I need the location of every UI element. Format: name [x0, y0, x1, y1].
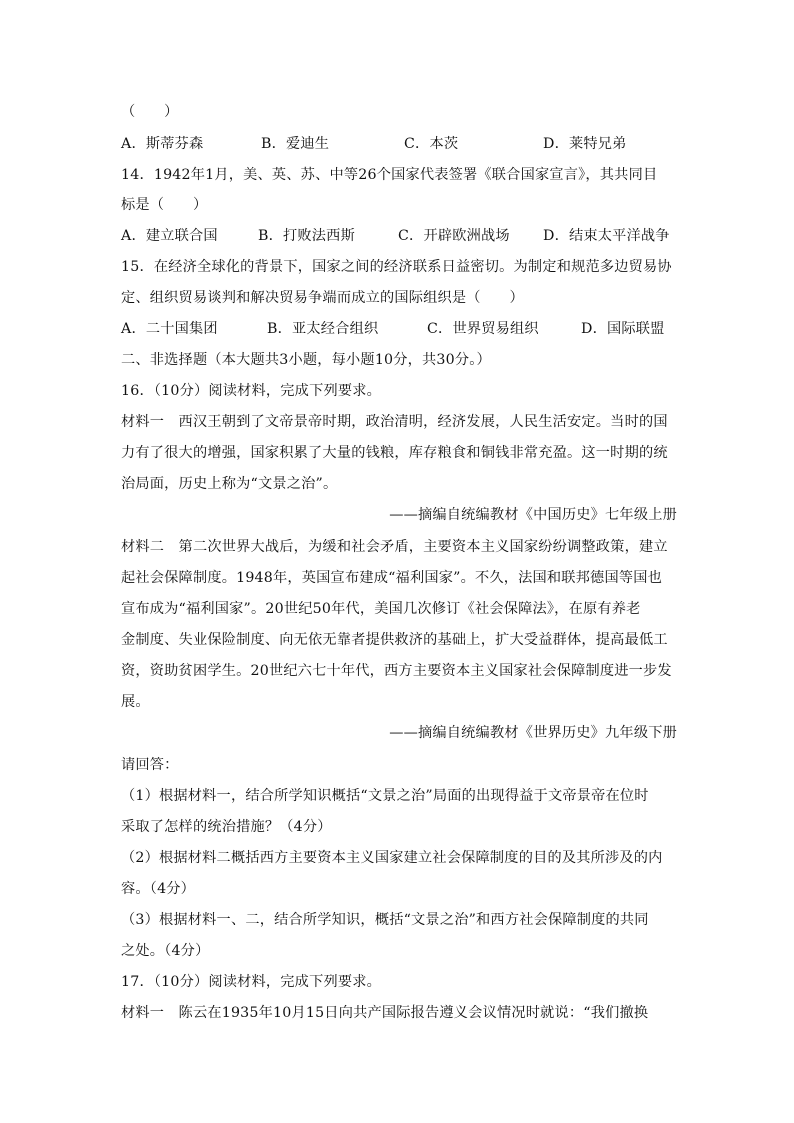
q13-option-d[interactable]: D．莱特兄弟 — [543, 136, 627, 152]
q15-option-a[interactable]: A．二十国集团 — [121, 321, 218, 337]
q16-material2-line4: 金制度、失业保险制度、向无依无靠者提供救济的基础上，扩大受益群体，提高最低工 — [121, 632, 668, 648]
q14-option-d[interactable]: D．结束太平洋战争 — [543, 228, 670, 244]
q16-material2-line5: 资，资助贫困学生。20世纪六七十年代，西方主要资本主义国家社会保障制度进一步发 — [121, 663, 672, 679]
q13-option-a[interactable]: A．斯蒂芬森 — [121, 136, 204, 152]
q16-prompt: 请回答： — [121, 757, 179, 773]
q16-material1-line1: 材料一 西汉王朝到了文帝景帝时期，政治清明，经济发展，人民生活安定。当时的国 — [121, 414, 668, 430]
q16-material2-line3: 宣布成为“福利国家”。20世纪50年代，美国几次修订《社会保障法》，在原有养老 — [121, 601, 641, 617]
q14-stem-line2: 标是（ ） — [121, 197, 208, 213]
q16-title: 16．（10分）阅读材料，完成下列要求。 — [121, 383, 382, 399]
q16-material2-line1: 材料二 第二次世界大战后，为缓和社会矛盾，主要资本主义国家纷纷调整政策，建立 — [121, 539, 668, 555]
q16-question1-line1: （1）根据材料一，结合所学知识概括“文景之治”局面的出现得益于文帝景帝在位时 — [121, 788, 649, 804]
q15-option-d[interactable]: D．国际联盟 — [581, 321, 665, 337]
q15-stem-line1: 15．在经济全球化的背景下，国家之间的经济联系日益密切。为制定和规范多边贸易协 — [121, 259, 672, 275]
q15-option-c[interactable]: C．世界贸易组织 — [427, 321, 539, 337]
q13-option-c[interactable]: C．本茨 — [404, 136, 459, 152]
q16-source1: ——摘编自统编教材《中国历史》七年级上册 — [389, 507, 677, 523]
q16-question1-line2: 采取了怎样的统治措施？（4分） — [121, 819, 332, 835]
q16-source2: ——摘编自统编教材《世界历史》九年级下册 — [389, 725, 677, 741]
q14-option-b[interactable]: B．打败法西斯 — [258, 228, 355, 244]
section-2-heading: 二、非选择题（本大题共3小题，每小题10分，共30分。） — [121, 352, 491, 368]
q16-question2-line2: 容。（4分） — [121, 881, 196, 897]
q16-material2-line2: 起社会保障制度。1948年，英国宣布建成“福利国家”。不久，法国和联邦德国等国也 — [121, 570, 662, 586]
q16-material2-line6: 展。 — [121, 694, 150, 710]
q13-option-b[interactable]: B．爱迪生 — [261, 136, 330, 152]
q15-stem-line2: 定、组织贸易谈判和解决贸易争端而成立的国际组织是（ ） — [121, 290, 524, 306]
q16-material1-line3: 治局面，历史上称为“文景之治”。 — [121, 476, 338, 492]
q13-bracket: （ ） — [121, 104, 179, 120]
q16-question2-line1: （2）根据材料二概括西方主要资本主义国家建立社会保障制度的目的及其所涉及的内 — [121, 850, 663, 866]
q14-stem-line1: 14．1942年1月，美、英、苏、中等26个国家代表签署《联合国家宣言》，其共同目 — [121, 167, 658, 183]
q17-title: 17．（10分）阅读材料，完成下列要求。 — [121, 974, 382, 990]
q15-option-b[interactable]: B．亚太经合组织 — [267, 321, 379, 337]
q14-option-c[interactable]: C．开辟欧洲战场 — [398, 228, 510, 244]
q16-material1-line2: 力有了很大的增强，国家积累了大量的钱粮，库存粮食和铜钱非常充盈。这一时期的统 — [121, 445, 668, 461]
q17-material1-line1: 材料一 陈云在1935年10月15日向共产国际报告遵义会议情况时就说：“我们撤换 — [121, 1005, 649, 1021]
q16-question3-line2: 之处。（4分） — [121, 943, 210, 959]
q16-question3-line1: （3）根据材料一、二，结合所学知识，概括“文景之治”和西方社会保障制度的共同 — [121, 912, 649, 928]
q14-option-a[interactable]: A．建立联合国 — [121, 228, 218, 244]
